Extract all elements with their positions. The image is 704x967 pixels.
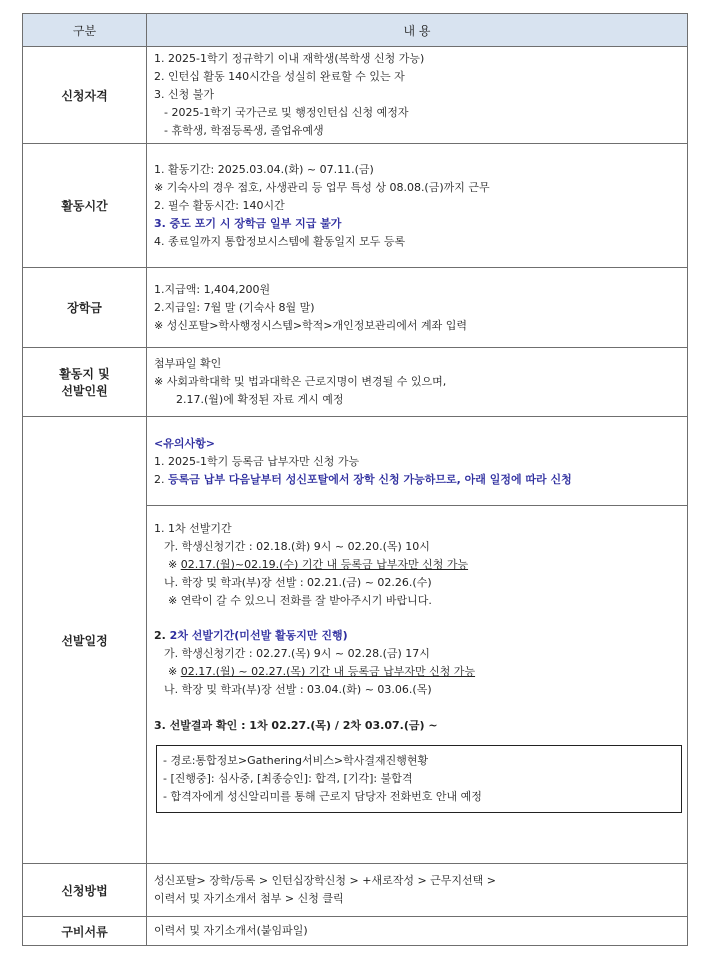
workplace-label [23, 348, 147, 417]
note-box-line: - 합격자에게 성신알리미를 통해 근로지 담당자 전화번호 안내 예정 [163, 790, 482, 803]
workplace-label-line: 선발인원 [61, 384, 108, 398]
scholarship-line: ※ 성신포탈>학사행정시스템>학적>개인정보관리에서 계좌 입력 [154, 318, 468, 332]
round2-number: 2. [154, 629, 170, 642]
round1-note [154, 556, 680, 574]
round2-note-underlined: 02.17.(월) ~ 02.27.(목) 기간 내 등록금 납부자만 신청 가능 [180, 665, 476, 678]
eligibility-line: - 휴학생, 학점등록생, 졸업유예생 [164, 124, 324, 137]
eligibility-line: 1. 2025-1학기 정규학기 이내 재학생(복학생 신청 가능) [154, 52, 425, 65]
row-scholarship [23, 268, 688, 348]
result-line: 3. 선발결과 확인 : 1차 02.27.(목) / 2차 03.07.(금) ~ [154, 719, 438, 732]
method-content [147, 864, 688, 917]
round2-note [154, 663, 680, 681]
round2-title [154, 627, 680, 645]
header-content: 내 용 [147, 14, 688, 47]
workplace-line: 첨부파일 확인 [154, 357, 222, 370]
round-section [154, 506, 680, 813]
caution-section [154, 417, 680, 505]
activity-line: ※ 기숙사의 경우 점호, 사생관리 등 업무 특성 상 08.08.(금)까지 근무 [154, 180, 490, 194]
caution-line: 1. 2025-1학기 등록금 납부자만 신청 가능 [154, 455, 360, 468]
scholarship-label: 장학금 [23, 268, 147, 348]
note-mark: ※ [168, 665, 181, 678]
round2-line: 가. 학생신청기간 : 02.27.(목) 9시 ~ 02.28.(금) 17시 [164, 647, 430, 660]
eligibility-line: 2. 인턴십 활동 140시간을 성실히 완료할 수 있는 자 [154, 70, 405, 83]
activity-line: 2. 필수 활동시간: 140시간 [154, 198, 285, 212]
round1-line: 가. 학생신청기간 : 02.18.(화) 9시 ~ 02.20.(목) 10시 [164, 540, 430, 553]
row-workplace [23, 348, 688, 417]
round1-title: 1. 1차 선발기간 [154, 522, 232, 535]
documents-line: 이력서 및 자기소개서(붙임파일) [154, 924, 308, 937]
workplace-line: ※ 사회과학대학 및 법과대학은 근로지명이 변경될 수 있으며, [154, 375, 447, 388]
round2-line: 나. 학장 및 학과(부)장 선발 : 03.04.(화) ~ 03.06.(목) [164, 683, 432, 696]
scholarship-content [147, 268, 688, 348]
schedule-content [147, 417, 688, 864]
documents-label: 구비서류 [23, 917, 147, 946]
workplace-label-line: 활동지 및 [59, 367, 110, 381]
row-method [23, 864, 688, 917]
table-header-row [23, 14, 688, 47]
note-box-line: - [진행중]: 심사중, [최종승인]: 합격, [기각]: 불합격 [163, 772, 413, 785]
activity-line-emphasis: 3. 중도 포기 시 장학금 일부 지급 불가 [154, 216, 342, 230]
caution-title: <유의사항> [154, 437, 215, 450]
result-notes-box [156, 745, 682, 813]
note-box-line: - 경로:통합정보>Gathering서비스>학사결재진행현황 [163, 754, 429, 767]
round2-title-text: 2차 선발기간(미선발 활동지만 진행) [169, 629, 348, 642]
round1-line: 나. 학장 및 학과(부)장 선발 : 02.21.(금) ~ 02.26.(수) [164, 576, 432, 589]
note-mark: ※ [168, 558, 181, 571]
activity-time-label: 활동시간 [23, 144, 147, 268]
caution-emphasis: 등록금 납부 다음날부터 성신포탈에서 장학 신청 가능하므로, 아래 일정에 따라 신청 [168, 473, 572, 486]
method-label: 신청방법 [23, 864, 147, 917]
eligibility-label: 신청자격 [23, 47, 147, 144]
workplace-line: 2.17.(월)에 확정된 자료 게시 예정 [176, 393, 344, 406]
round1-note-underlined: 02.17.(월)~02.19.(수) 기간 내 등록금 납부자만 신청 가능 [180, 558, 469, 571]
eligibility-line: 3. 신청 불가 [154, 88, 214, 101]
documents-content [147, 917, 688, 946]
eligibility-content [147, 47, 688, 144]
activity-line: 4. 종료일까지 통합정보시스템에 활동일지 모두 등록 [154, 234, 406, 248]
caution-number: 2. [154, 473, 168, 486]
scholarship-line: 1.지급액: 1,404,200원 [154, 282, 271, 296]
row-activity-time [23, 144, 688, 268]
scholarship-line: 2.지급일: 7월 말 (기숙사 8월 말) [154, 300, 315, 314]
caution-line [154, 471, 680, 489]
method-line: 이력서 및 자기소개서 첨부 > 신청 클릭 [154, 892, 344, 905]
workplace-content [147, 348, 688, 417]
header-category: 구분 [23, 14, 147, 47]
activity-time-content [147, 144, 688, 268]
internship-info-table [22, 13, 688, 946]
row-eligibility [23, 47, 688, 144]
eligibility-line: - 2025-1학기 국가근로 및 행정인턴십 신청 예정자 [164, 106, 409, 119]
round1-line: ※ 연락이 갈 수 있으니 전화를 잘 받아주시기 바랍니다. [168, 594, 432, 607]
row-schedule [23, 417, 688, 864]
schedule-label: 선발일정 [23, 417, 147, 864]
row-documents [23, 917, 688, 946]
method-line: 성신포탈> 장학/등록 > 인턴십장학신청 > +새로작성 > 근무지선택 > [154, 874, 497, 887]
activity-line: 1. 활동기간: 2025.03.04.(화) ~ 07.11.(금) [154, 162, 374, 176]
